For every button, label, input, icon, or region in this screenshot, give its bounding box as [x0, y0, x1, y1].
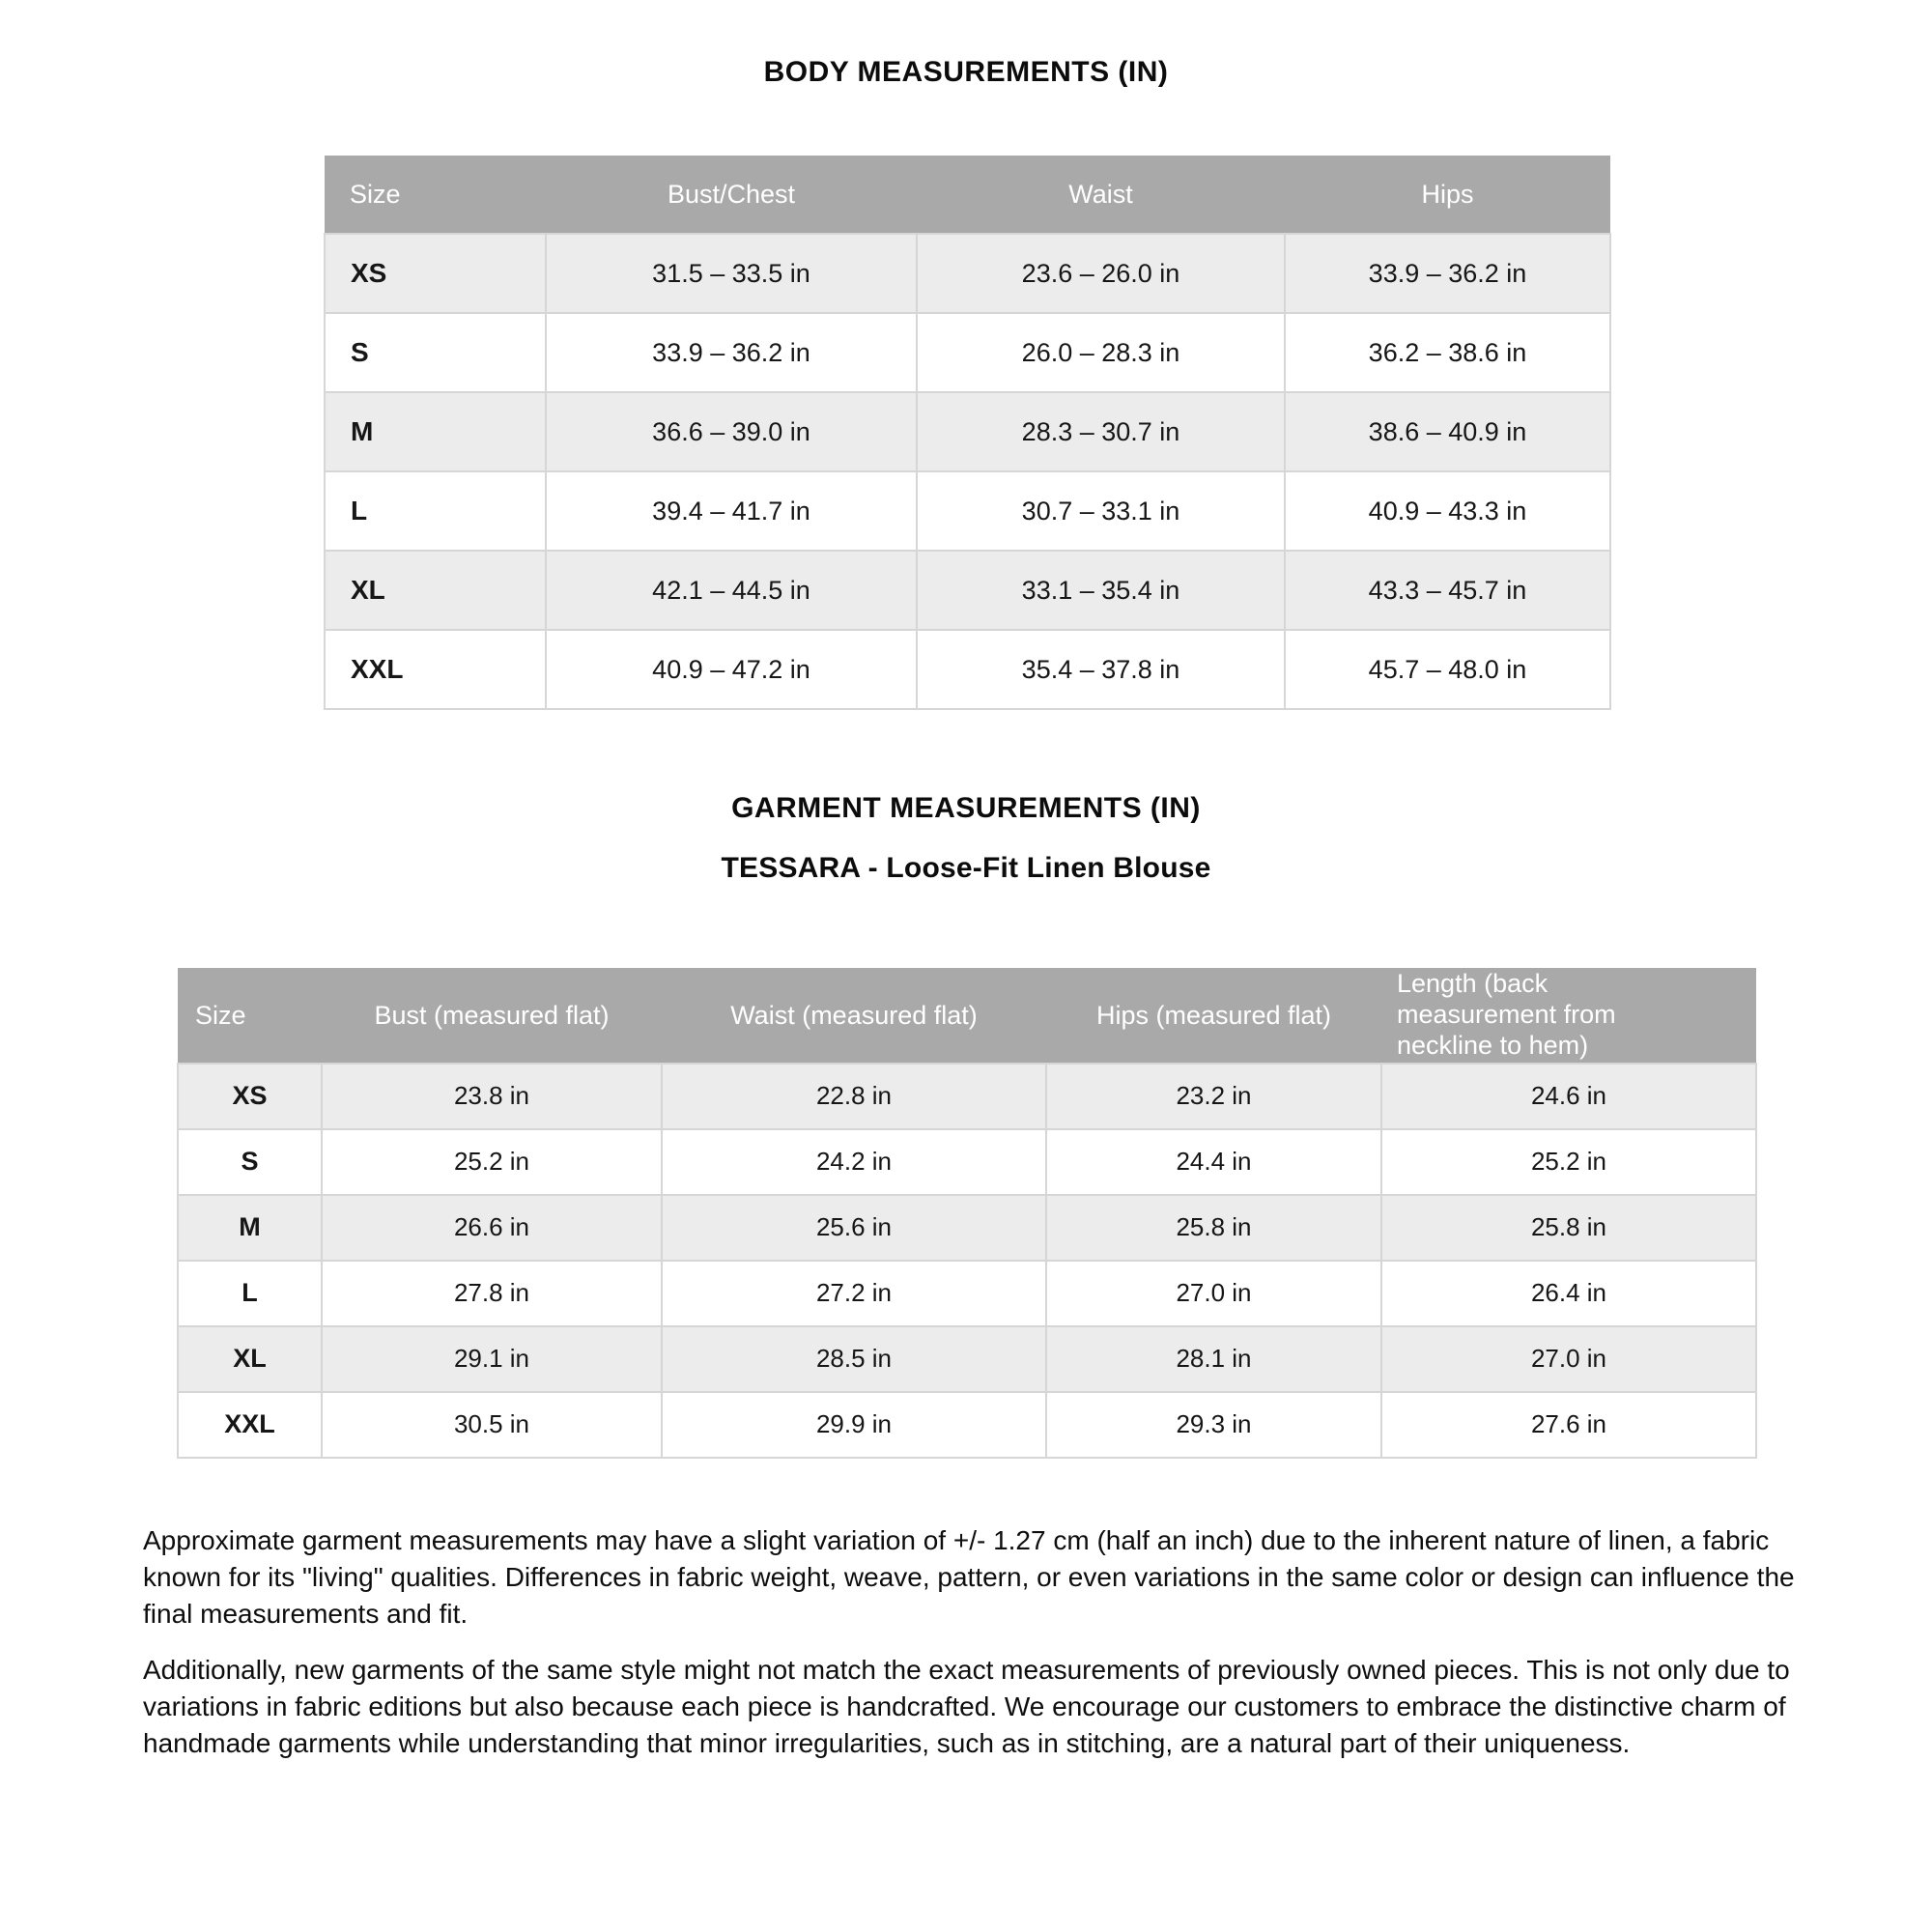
body-table-body — [325, 234, 1610, 709]
measurement-cell: 24.2 in — [662, 1129, 1046, 1195]
table-row — [325, 471, 1610, 551]
measurement-cell: 40.9 – 43.3 in — [1285, 471, 1610, 551]
measurement-cell: 26.6 in — [322, 1195, 662, 1261]
column-header: Hips — [1285, 156, 1610, 234]
measurement-cell: 36.6 – 39.0 in — [546, 392, 917, 471]
size-cell: XL — [325, 551, 546, 630]
table-row — [325, 392, 1610, 471]
measurement-cell: 25.2 in — [1381, 1129, 1756, 1195]
table-row — [178, 1326, 1756, 1392]
measurement-cell: 27.6 in — [1381, 1392, 1756, 1458]
measurement-cell: 23.6 – 26.0 in — [917, 234, 1285, 313]
size-cell: XS — [178, 1064, 322, 1129]
table-row — [178, 1392, 1756, 1458]
measurement-cell: 27.2 in — [662, 1261, 1046, 1326]
measurement-cell: 25.8 in — [1381, 1195, 1756, 1261]
measurement-cell: 25.6 in — [662, 1195, 1046, 1261]
measurement-cell: 24.4 in — [1046, 1129, 1381, 1195]
garment-table-header — [178, 968, 1756, 1064]
measurement-cell: 30.5 in — [322, 1392, 662, 1458]
column-header: Waist (measured flat) — [662, 968, 1046, 1064]
size-cell: L — [325, 471, 546, 551]
measurement-cell: 29.3 in — [1046, 1392, 1381, 1458]
column-header: Size — [325, 156, 546, 234]
measurement-cell: 24.6 in — [1381, 1064, 1756, 1129]
measurement-cell: 36.2 – 38.6 in — [1285, 313, 1610, 392]
notes-section — [143, 1522, 1797, 1781]
body-measurements-table — [324, 156, 1611, 710]
table-row — [178, 1064, 1756, 1129]
header-row — [325, 156, 1610, 234]
size-cell: XS — [325, 234, 546, 313]
notes-paragraph-1: Approximate garment measurements may have a slight variation of +/- 1.27 cm (half an inch) due to the inherent nature of linen, a fabric known for its "living" qualities. Differences in fabric weight, weave, pattern, or even variations in the same color or design can influence the final measurements and fit. — [143, 1525, 1795, 1629]
column-header: Bust/Chest — [546, 156, 917, 234]
measurement-cell: 33.9 – 36.2 in — [1285, 234, 1610, 313]
body-measurements-title: BODY MEASUREMENTS (IN) — [763, 56, 1169, 88]
measurement-cell: 31.5 – 33.5 in — [546, 234, 917, 313]
size-cell: XL — [178, 1326, 322, 1392]
measurement-cell: 29.9 in — [662, 1392, 1046, 1458]
table-row — [325, 551, 1610, 630]
measurement-cell: 23.2 in — [1046, 1064, 1381, 1129]
column-header: Waist — [917, 156, 1285, 234]
table-row — [178, 1129, 1756, 1195]
garment-table-body — [178, 1064, 1756, 1458]
body-table-header — [325, 156, 1610, 234]
measurement-cell: 45.7 – 48.0 in — [1285, 630, 1610, 709]
measurement-cell: 30.7 – 33.1 in — [917, 471, 1285, 551]
size-cell: L — [178, 1261, 322, 1326]
measurement-cell: 28.5 in — [662, 1326, 1046, 1392]
measurement-cell: 43.3 – 45.7 in — [1285, 551, 1610, 630]
measurement-cell: 35.4 – 37.8 in — [917, 630, 1285, 709]
table-row — [325, 234, 1610, 313]
measurement-cell: 25.2 in — [322, 1129, 662, 1195]
column-header: Bust (measured flat) — [322, 968, 662, 1064]
size-cell: XXL — [178, 1392, 322, 1458]
measurement-cell: 33.9 – 36.2 in — [546, 313, 917, 392]
body-measurements-table-container — [324, 156, 1609, 710]
measurement-cell: 29.1 in — [322, 1326, 662, 1392]
table-row — [325, 630, 1610, 709]
garment-measurements-table — [177, 968, 1757, 1459]
measurement-cell: 38.6 – 40.9 in — [1285, 392, 1610, 471]
measurement-cell: 26.4 in — [1381, 1261, 1756, 1326]
size-cell: M — [178, 1195, 322, 1261]
product-title: TESSARA - Loose-Fit Linen Blouse — [721, 852, 1211, 884]
column-header: Size — [178, 968, 322, 1064]
column-header: Hips (measured flat) — [1046, 968, 1381, 1064]
size-cell: S — [178, 1129, 322, 1195]
notes-paragraph-2: Additionally, new garments of the same style might not match the exact measurements of previously owned pieces. This is not only due to variations in fabric editions but also because each piece is handcrafted. We encourage our customers to embrace the distinctive charm of handmade garments while understanding that minor irregularities, such as in stitching, are a natural part of their uniqueness. — [143, 1655, 1790, 1758]
measurement-cell: 28.1 in — [1046, 1326, 1381, 1392]
measurement-cell: 27.0 in — [1381, 1326, 1756, 1392]
measurement-cell: 25.8 in — [1046, 1195, 1381, 1261]
column-header: Length (back measurement from neckline to hem) — [1381, 968, 1756, 1064]
measurement-cell: 39.4 – 41.7 in — [546, 471, 917, 551]
measurement-cell: 28.3 – 30.7 in — [917, 392, 1285, 471]
size-cell: XXL — [325, 630, 546, 709]
table-row — [178, 1261, 1756, 1326]
garment-measurements-title: GARMENT MEASUREMENTS (IN) — [731, 792, 1201, 824]
size-cell: S — [325, 313, 546, 392]
measurement-cell: 22.8 in — [662, 1064, 1046, 1129]
table-row — [325, 313, 1610, 392]
measurement-cell: 23.8 in — [322, 1064, 662, 1129]
garment-measurements-table-container — [177, 968, 1755, 1459]
measurement-cell: 27.0 in — [1046, 1261, 1381, 1326]
measurement-cell: 27.8 in — [322, 1261, 662, 1326]
measurement-cell: 40.9 – 47.2 in — [546, 630, 917, 709]
measurement-cell: 26.0 – 28.3 in — [917, 313, 1285, 392]
size-cell: M — [325, 392, 546, 471]
header-row — [178, 968, 1756, 1064]
measurement-cell: 33.1 – 35.4 in — [917, 551, 1285, 630]
table-row — [178, 1195, 1756, 1261]
measurement-cell: 42.1 – 44.5 in — [546, 551, 917, 630]
